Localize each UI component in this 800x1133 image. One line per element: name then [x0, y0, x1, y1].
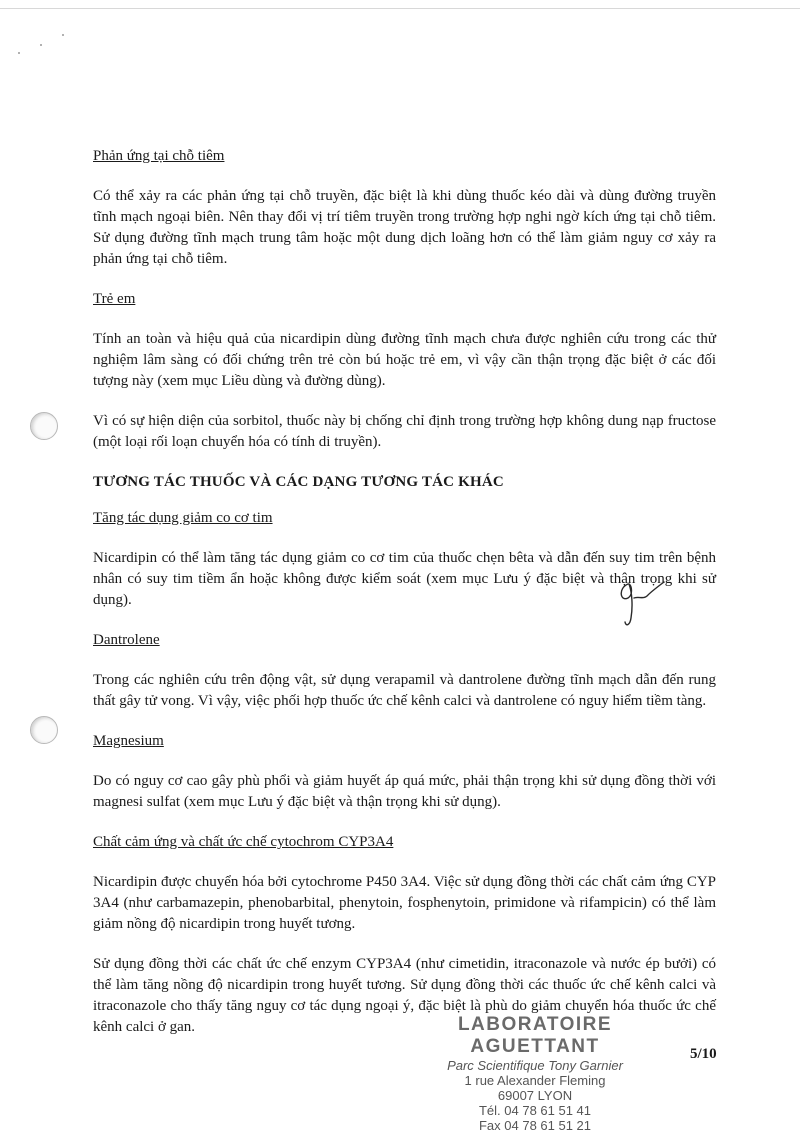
paragraph-children-safety: Tính an toàn và hiệu quả của nicardipin dùng đường tĩnh mạch chưa được nghiên cứu trong các thử nghiệm lâm sàng có đối chứng trên trẻ còn bú hoặc trẻ em, vì vậy cần thận trọng đặc biệt ở các đối tượng này (xem mục Liều dùng và đường dùng). [93, 331, 716, 389]
handwritten-signature [614, 578, 670, 630]
subheading-negative-inotropic: Tăng tác dụng giảm co cơ tim [93, 510, 273, 526]
subheading-children: Trẻ em [93, 291, 136, 307]
company-stamp [400, 1014, 670, 1133]
punch-hole-upper [30, 412, 58, 440]
paragraph-injection-site: Có thể xảy ra các phản ứng tại chỗ truyền, đặc biệt là khi dùng thuốc kéo dài và dùng đường truyền tĩnh mạch ngoại biên. Nên thay đổi vị trí tiêm truyền trong trường hợp nghi ngờ kích ứng tại chỗ tiêm. Sử dụng đường tĩnh mạch trung tâm hoặc một dung dịch loãng hơn có thể làm giảm nguy cơ xảy ra phản ứng tại chỗ tiêm. [93, 188, 716, 267]
scan-speck [62, 34, 64, 36]
punch-hole-lower [30, 716, 58, 744]
stamp-fax: Fax 04 78 61 51 21 [478, 1118, 592, 1133]
paragraph-dantrolene: Trong các nghiên cứu trên động vật, sử dụng verapamil và dantrolene đường tĩnh mạch dẫn đến rung thất gây tử vong. Vì vậy, việc phối hợp thuốc ức chế kênh calci và dantrolene có nguy hiểm tiềm tàng. [93, 672, 716, 709]
stamp-company-name: LABORATOIRE AGUETTANT [457, 1014, 613, 1057]
scan-speck [18, 52, 20, 54]
subheading-magnesium: Magnesium [93, 733, 164, 749]
scan-top-edge [0, 8, 800, 9]
scan-speck [40, 44, 42, 46]
paragraph-cyp3a4-inducers: Nicardipin được chuyển hóa bởi cytochrome P450 3A4. Việc sử dụng đồng thời các chất cảm ứng CYP 3A4 (như carbamazepin, phenobarbital, phenytoin, fosphenytoin, primidone và rifampicin) có thể làm giảm nồng độ nicardipin trong huyết tương. [93, 874, 716, 932]
stamp-address-line1: Parc Scientifique Tony Garnier [447, 1058, 623, 1073]
subheading-dantrolene: Dantrolene [93, 632, 160, 648]
paragraph-cyp3a4-inhibitors: Sử dụng đồng thời các chất ức chế enzym CYP3A4 (như cimetidin, itraconazole và nước ép bưởi) có thể làm tăng nồng độ nicardipin trong huyết tương. Sử dụng đồng thời các thuốc ức chế kênh calci và itraconazole cho thấy tăng nguy cơ tác dụng ngoại ý, đặc biệt là phù do giảm chuyển hóa thuốc ức chế kênh calci ở gan. [93, 956, 716, 1035]
subheading-cyp3a4: Chất cảm ứng và chất ức chế cytochrom CYP3A4 [93, 834, 394, 850]
stamp-phone: Tél. 04 78 61 51 41 [478, 1103, 592, 1118]
paragraph-sorbitol: Vì có sự hiện diện của sorbitol, thuốc này bị chống chỉ định trong trường hợp không dung nạp fructose (một loại rối loạn chuyển hóa có tính di truyền). [93, 413, 716, 450]
page-number: 5/10 [690, 1046, 717, 1062]
stamp-address-line2: 1 rue Alexander Fleming [464, 1073, 606, 1088]
paragraph-magnesium: Do có nguy cơ cao gây phù phổi và giảm huyết áp quá mức, phải thận trọng khi sử dụng đồng thời với magnesi sulfat (xem mục Lưu ý đặc biệt và thận trọng khi sử dụng). [93, 773, 716, 810]
subheading-injection-site: Phản ứng tại chỗ tiêm [93, 148, 225, 164]
section-title-interactions: TƯƠNG TÁC THUỐC VÀ CÁC DẠNG TƯƠNG TÁC KHÁC [93, 474, 504, 490]
paragraph-negative-inotropic: Nicardipin có thể làm tăng tác dụng giảm co cơ tim của thuốc chẹn bêta và dẫn đến suy tim trên bệnh nhân có suy tim tiềm ẩn hoặc không được kiểm soát (xem mục Lưu ý đặc biệt và thận trọng khi sử dụng). [93, 550, 716, 608]
stamp-city: 69007 LYON [497, 1088, 573, 1103]
